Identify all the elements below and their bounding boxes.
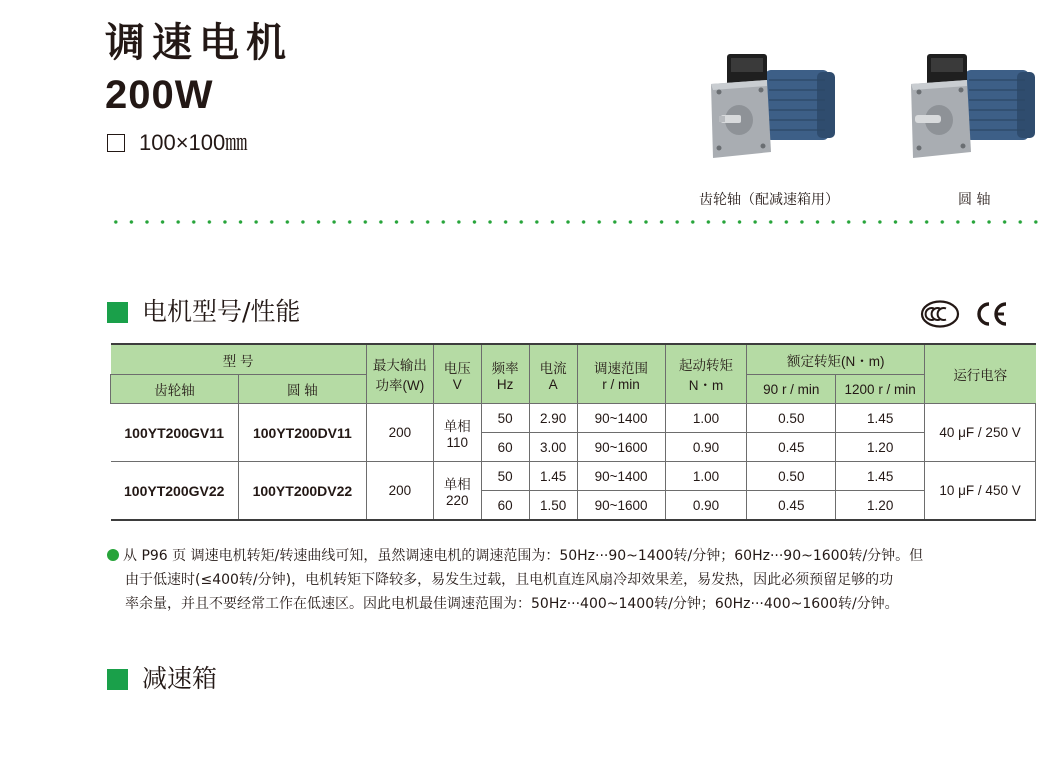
capacitor-cell: 40 μF / 250 V — [925, 404, 1036, 462]
spec-table — [110, 343, 1036, 521]
start-torque-cell: 0.90 — [665, 491, 747, 521]
power-cell: 200 — [366, 404, 433, 462]
gear-model-cell: 100YT200GV22 — [111, 462, 239, 521]
header-current: 电流 A — [529, 344, 577, 404]
current-cell: 2.90 — [529, 404, 577, 433]
current-cell: 3.00 — [529, 433, 577, 462]
torque-90-cell: 0.50 — [747, 404, 836, 433]
range-cell: 90~1600 — [577, 433, 665, 462]
table-row — [111, 404, 1036, 433]
header-rated-torque: 额定转矩(N・m) — [747, 344, 925, 375]
header-max-power: 最大输出 功率(W) — [366, 344, 433, 404]
capacitor-cell: 10 μF / 450 V — [925, 462, 1036, 521]
header-frequency: 频率 Hz — [481, 344, 529, 404]
table-header-row — [111, 344, 1036, 375]
power-rating: 200W — [105, 73, 214, 117]
start-torque-cell: 0.90 — [665, 433, 747, 462]
green-square-icon — [107, 302, 128, 323]
round-model-cell: 100YT200DV22 — [238, 462, 366, 521]
ce-mark-icon — [974, 299, 1014, 329]
header-round-shaft: 圆 轴 — [238, 375, 366, 404]
hz-cell: 60 — [481, 491, 529, 521]
ccc-mark-icon — [920, 299, 960, 329]
torque-1200-cell: 1.20 — [836, 491, 925, 521]
power-cell: 200 — [366, 462, 433, 521]
dotted-divider — [108, 218, 1044, 226]
section-gearbox — [107, 664, 217, 694]
note-line-1: 从 P96 页 调速电机转矩/转速曲线可知，虽然调速电机的调速范围为：50Hz···90~1400转/分钟；60Hz···90~1600转/分钟。但 — [123, 548, 924, 564]
voltage-cell: 单相 110 — [433, 404, 481, 462]
note-line-2: 由于低速时(≤400转/分钟)，电机转矩下降较多，易发生过载，且电机直连风扇冷却效果差，易发热，因此必须预留足够的功 — [125, 572, 894, 588]
current-cell: 1.45 — [529, 462, 577, 491]
square-frame-icon — [107, 134, 125, 152]
product-title: 调速电机 — [105, 20, 293, 66]
frame-size-text: 100×100㎜ — [139, 130, 248, 155]
gear-shaft-motor-icon — [707, 50, 837, 166]
hz-cell: 50 — [481, 462, 529, 491]
torque-1200-cell: 1.45 — [836, 462, 925, 491]
range-cell: 90~1600 — [577, 491, 665, 521]
header-rated-90: 90 r / min — [747, 375, 836, 404]
green-bullet-icon — [107, 549, 119, 561]
header-speed-range: 调速范围 r / min — [577, 344, 665, 404]
hz-cell: 50 — [481, 404, 529, 433]
speed-range-note — [107, 544, 1037, 616]
range-cell: 90~1400 — [577, 462, 665, 491]
current-cell: 1.50 — [529, 491, 577, 521]
header-capacitor: 运行电容 — [925, 344, 1036, 404]
gear-model-cell: 100YT200GV11 — [111, 404, 239, 462]
torque-90-cell: 0.45 — [747, 491, 836, 521]
table-row — [111, 462, 1036, 491]
torque-90-cell: 0.45 — [747, 433, 836, 462]
header-voltage: 电压 V — [433, 344, 481, 404]
range-cell: 90~1400 — [577, 404, 665, 433]
header-gear-shaft: 齿轮轴 — [111, 375, 239, 404]
frame-size — [107, 130, 247, 156]
round-model-cell: 100YT200DV11 — [238, 404, 366, 462]
torque-1200-cell: 1.45 — [836, 404, 925, 433]
hz-cell: 60 — [481, 433, 529, 462]
section-motor-performance — [107, 297, 300, 327]
header-start-torque: 起动转矩 N・m — [665, 344, 747, 404]
round-shaft-motor-icon — [907, 50, 1037, 166]
voltage-cell: 单相 220 — [433, 462, 481, 521]
note-line-3: 率余量，并且不要经常工作在低速区。因此电机最佳调速范围为：50Hz···400~1400转/分钟；60Hz···400~1600转/分钟。 — [125, 596, 899, 612]
start-torque-cell: 1.00 — [665, 462, 747, 491]
section-title: 减速箱 — [142, 664, 218, 693]
certification-marks — [920, 299, 1014, 329]
green-square-icon — [107, 669, 128, 690]
round-shaft-caption: 圆 轴 — [958, 192, 991, 208]
section-title: 电机型号/性能 — [142, 297, 301, 326]
header-model: 型 号 — [111, 344, 367, 375]
start-torque-cell: 1.00 — [665, 404, 747, 433]
header-rated-1200: 1200 r / min — [836, 375, 925, 404]
torque-90-cell: 0.50 — [747, 462, 836, 491]
gear-shaft-caption: 齿轮轴（配减速箱用） — [699, 192, 839, 208]
torque-1200-cell: 1.20 — [836, 433, 925, 462]
